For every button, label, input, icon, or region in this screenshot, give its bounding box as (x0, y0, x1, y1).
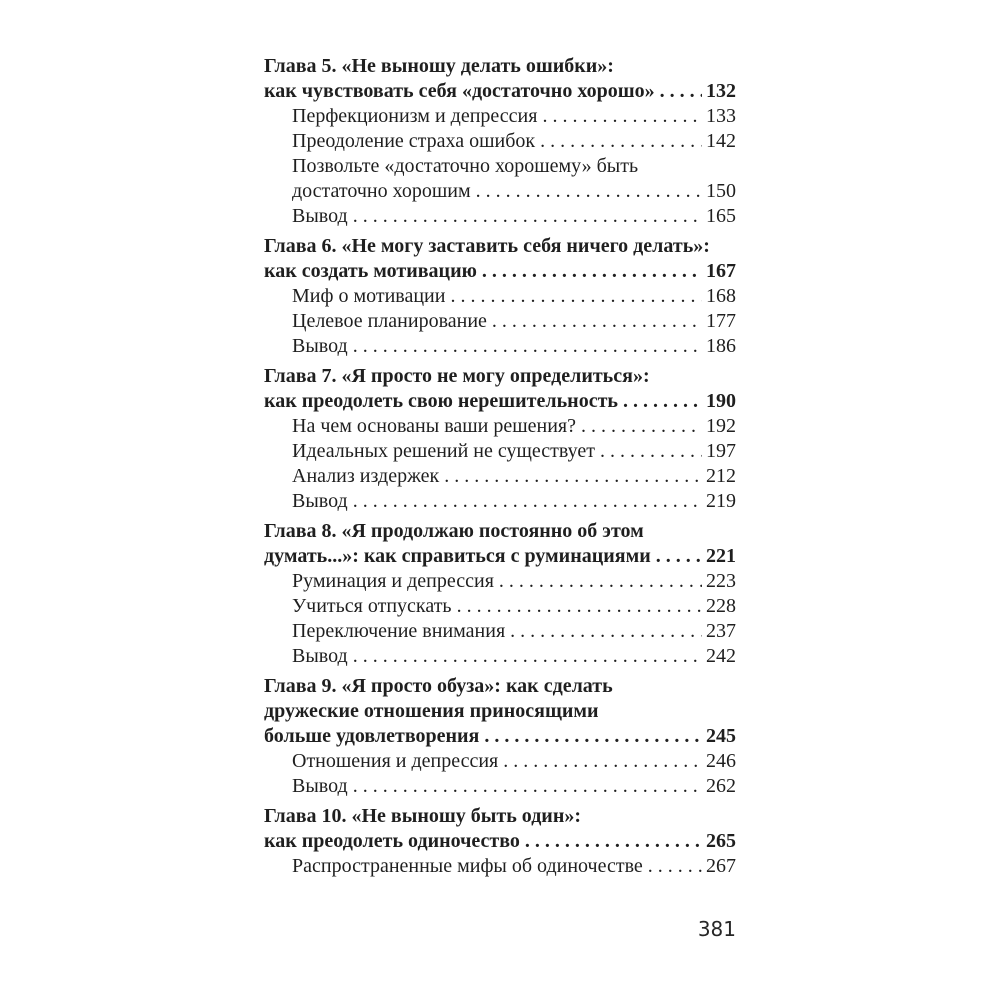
dot-leader (525, 829, 702, 854)
dot-leader (492, 309, 702, 334)
toc-entry-page: 242 (706, 645, 736, 667)
toc-entry-page: 265 (706, 830, 736, 852)
dot-leader (510, 619, 702, 644)
toc-entry-row (292, 309, 736, 334)
toc-entry-line: Глава 6. «Не могу заставить себя ничего делать»: (264, 235, 710, 257)
toc-entry-title: как чувствовать себя «достаточно хорошо» (264, 80, 655, 102)
toc-entry-page: 223 (706, 570, 736, 592)
toc-entry-page: 246 (706, 750, 736, 772)
toc-entry-title: достаточно хорошим (292, 180, 471, 202)
toc-entry-line: Глава 9. «Я просто обуза»: как сделать (264, 675, 613, 697)
toc-entry-title: Перфекционизм и депрессия (292, 105, 538, 127)
toc-entry-line: дружеские отношения приносящими (264, 700, 599, 722)
toc-entry-title: как создать мотивацию (264, 260, 477, 282)
toc-entry (264, 749, 736, 774)
toc-entry (264, 804, 736, 854)
toc-entry-row (292, 414, 736, 439)
toc-entry-page: 237 (706, 620, 736, 642)
toc-entry-row (264, 724, 736, 749)
toc-entry-row (292, 129, 736, 154)
toc-entry (264, 619, 736, 644)
dot-leader (600, 439, 702, 464)
toc-entry (264, 464, 736, 489)
toc-entry-title: Отношения и депрессия (292, 750, 499, 772)
dot-leader (353, 644, 702, 669)
toc-entry (264, 309, 736, 334)
toc-entry-row (292, 749, 736, 774)
toc-entry-row (264, 259, 736, 284)
dot-leader (648, 854, 702, 879)
toc-entry-page: 221 (706, 545, 736, 567)
toc-entry-line: Глава 5. «Не выношу делать ошибки»: (264, 55, 614, 77)
dot-leader (482, 259, 702, 284)
toc-entry-line: Глава 7. «Я просто не могу определиться»: (264, 365, 650, 387)
toc-entry-page: 186 (706, 335, 736, 357)
toc-entry (264, 284, 736, 309)
toc-entry-page: 142 (706, 130, 736, 152)
dot-leader (581, 414, 702, 439)
toc-entry-row (264, 389, 736, 414)
toc-entry-title: Вывод (292, 205, 348, 227)
toc-entry-row (292, 439, 736, 464)
toc-entry (264, 104, 736, 129)
toc-entry-page: 168 (706, 285, 736, 307)
toc-entry (264, 854, 736, 879)
toc-entry-title: Учиться отпускать (292, 595, 452, 617)
toc-entry-title: Распространенные мифы об одиночестве (292, 855, 643, 877)
toc-entry (264, 569, 736, 594)
dot-leader (623, 389, 702, 414)
toc-entry-line: Позвольте «достаточно хорошему» быть (292, 155, 639, 177)
toc-entry-page: 133 (706, 105, 736, 127)
toc-entry-title: Руминация и депрессия (292, 570, 494, 592)
toc-entry-page: 150 (706, 180, 736, 202)
toc-entry-row (264, 79, 736, 104)
dot-leader (353, 489, 702, 514)
toc-entry-title: как преодолеть одиночество (264, 830, 520, 852)
toc-entry-row (292, 569, 736, 594)
dot-leader (353, 334, 702, 359)
toc-entry-page: 177 (706, 310, 736, 332)
toc-entry-row (292, 334, 736, 359)
toc-entry-page: 192 (706, 415, 736, 437)
toc-entry-page: 267 (706, 855, 736, 877)
dot-leader (476, 179, 702, 204)
dot-leader (457, 594, 702, 619)
toc-entry-title: На чем основаны ваши решения? (292, 415, 576, 437)
toc-entry-page: 245 (706, 725, 736, 747)
dot-leader (499, 569, 702, 594)
toc-entry-page: 228 (706, 595, 736, 617)
toc-entry-line: Глава 8. «Я продолжаю постоянно об этом (264, 520, 644, 542)
toc-entry-line: Глава 10. «Не выношу быть один»: (264, 805, 582, 827)
toc-entry-title: как преодолеть свою нерешительность (264, 390, 618, 412)
dot-leader (444, 464, 702, 489)
toc-entry-row (292, 284, 736, 309)
toc-entry (264, 519, 736, 569)
toc-entry (264, 489, 736, 514)
toc-entry (264, 674, 736, 749)
toc-entry-page: 165 (706, 205, 736, 227)
toc-entry-row (292, 774, 736, 799)
dot-leader (353, 204, 702, 229)
toc-entry-page: 212 (706, 465, 736, 487)
toc-entry-page: 167 (706, 260, 736, 282)
toc-entry-page: 219 (706, 490, 736, 512)
toc-entry-page: 190 (706, 390, 736, 412)
toc-entry-title: думать...»: как справиться с руминациями (264, 545, 651, 567)
toc-entry-title: Вывод (292, 775, 348, 797)
toc-entry-title: Целевое планирование (292, 310, 487, 332)
toc-entry (264, 644, 736, 669)
toc-entry (264, 154, 736, 204)
dot-leader (450, 284, 702, 309)
toc-entry (264, 364, 736, 414)
toc-entry-row (292, 104, 736, 129)
page-number: 381 (697, 917, 736, 941)
toc-entry (264, 439, 736, 464)
toc-entry-row (292, 179, 736, 204)
toc-entry (264, 594, 736, 619)
toc-entry-title: Анализ издержек (292, 465, 440, 487)
toc-entry (264, 204, 736, 229)
toc-entry (264, 414, 736, 439)
toc-entry-row (292, 204, 736, 229)
toc-entry-title: Вывод (292, 645, 348, 667)
toc-entry (264, 54, 736, 104)
dot-leader (484, 724, 702, 749)
toc-entry-title: Вывод (292, 490, 348, 512)
dot-leader (540, 129, 702, 154)
toc-entry-title: Преодоление страха ошибок (292, 130, 536, 152)
toc-entry (264, 334, 736, 359)
dot-leader (542, 104, 702, 129)
toc-entry-title: Переключение внимания (292, 620, 506, 642)
toc-entry-title: Идеальных решений не существует (292, 440, 595, 462)
toc-entry-row (292, 464, 736, 489)
toc-entry-row (292, 644, 736, 669)
toc-entry-row (264, 544, 736, 569)
toc-entry-title: больше удовлетворения (264, 725, 480, 747)
toc-entry-page: 197 (706, 440, 736, 462)
toc-entry-title: Вывод (292, 335, 348, 357)
dot-leader (656, 544, 702, 569)
dot-leader (660, 79, 702, 104)
toc-entry-row (292, 594, 736, 619)
toc-entry-row (292, 854, 736, 879)
dot-leader (503, 749, 702, 774)
toc-entry (264, 129, 736, 154)
toc-entry (264, 774, 736, 799)
toc-entry-title: Миф о мотивации (292, 285, 446, 307)
dot-leader (353, 774, 702, 799)
table-of-contents (264, 54, 736, 879)
toc-entry-page: 262 (706, 775, 736, 797)
toc-entry-row (264, 829, 736, 854)
toc-entry (264, 234, 736, 284)
toc-entry-row (292, 489, 736, 514)
toc-entry-row (292, 619, 736, 644)
toc-entry-page: 132 (706, 80, 736, 102)
